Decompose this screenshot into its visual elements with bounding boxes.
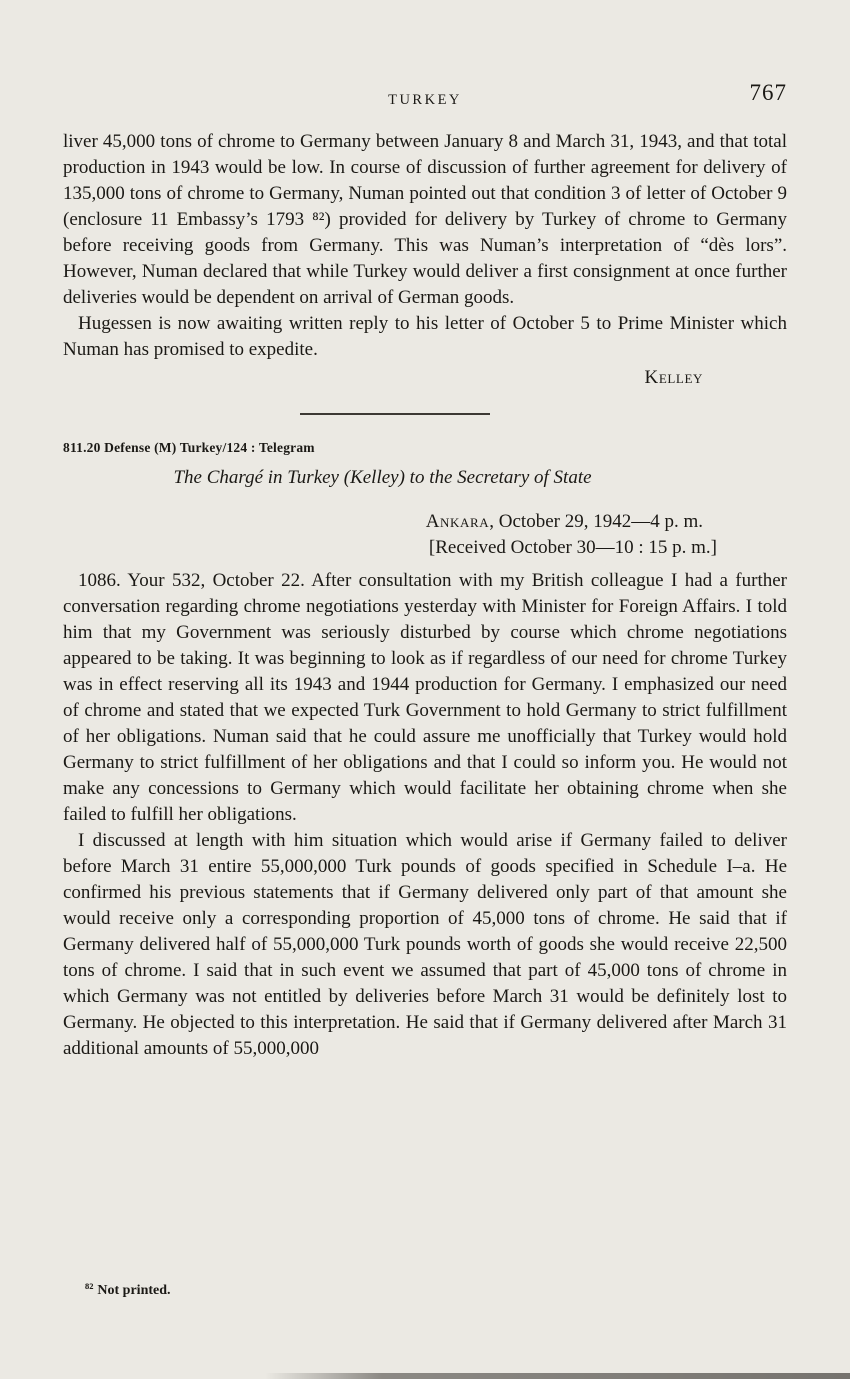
telegram-body <box>63 568 787 1062</box>
previous-telegram-body <box>63 129 787 363</box>
running-head-title: TURKEY <box>388 92 462 108</box>
paragraph: Hugessen is now awaiting written reply to his letter of October 5 to Prime Minister which Numan has promised to expedite. <box>63 313 787 360</box>
paragraph-continued: liver 45,000 tons of chrome to Germany between January 8 and March 31, 1943, and that total production in 1943 would be low. In course of discussion of further agreement for delivery of 135,000 tons of chrome to Germany, Numan pointed out that condition 3 of letter of October 9 (enclosure 11 Embassy’s 1793 ⁸²) provided for delivery by Turkey of chrome to Germany before receiving goods from Germany. This was Numan’s interpretation of “dès lors”. However, Numan declared that while Turkey would deliver a first consignment at once further deliveries would be dependent on arrival of German goods. <box>63 131 787 308</box>
paragraph: I discussed at length with him situation which would arise if Germany failed to deliver before March 31 entire 55,000,000 Turk pounds of goods specified in Schedule I–a. He confirmed his previous statements that if Germany delivered only part of that amount she would receive only a corresponding proportion of 45,000 tons of chrome. He said that if Germany delivered half of 55,000,000 Turk pounds worth of goods she would receive 22,500 tons of chrome. I said that in such event we assumed that part of 45,000 tons of chrome in which Germany was not entitled by deliveries before March 31 would be definitely lost to Germany. He objected to this interpretation. He said that if Germany delivered after March 31 additional amounts of 55,000,000 <box>63 830 787 1059</box>
telegram-heading: The Chargé in Turkey (Kelley) to the Secretary of State <box>173 467 592 488</box>
footnote-marker: ⁸² <box>85 1282 94 1297</box>
text-column <box>63 0 787 1062</box>
archival-reference: 811.20 Defense (M) Turkey/124 : Telegram <box>63 440 315 455</box>
running-head <box>63 80 787 112</box>
received-line: [Received October 30—10 : 15 p. m.] <box>428 537 717 558</box>
scan-artifact-bottom-edge <box>265 1373 850 1379</box>
telegram-divider-rule <box>300 413 490 415</box>
dateline-place: Ankara <box>425 511 490 532</box>
paragraph: 1086. Your 532, October 22. After consultation with my British colleague I had a further conversation regarding chrome negotiations yesterday with Minister for Foreign Affairs. I told him that my Government was seriously disturbed by course which chrome negotiations appeared to be taking. It was beginning to look as if regardless of our need for chrome Turkey was in effect reserving all its 1943 and 1944 production for Germany. I emphasized our need of chrome and stated that we expected Turk Government to hold Germany to strict fulfillment of her obligations. Numan said that he could assure me unofficially that Turkey would hold Germany to strict fulfillment of her obligations and that I could so inform you. He would not make any concessions to Germany which would facilitate her obtaining chrome when she failed to fulfill her obligations. <box>63 570 787 825</box>
dateline <box>63 509 787 535</box>
footnote-text: Not printed. <box>97 1283 171 1298</box>
signature-line <box>63 365 787 391</box>
footnote <box>85 1283 171 1299</box>
page-number: 767 <box>749 80 787 105</box>
dateline-datetime: , October 29, 1942—4 p. m. <box>489 511 703 532</box>
signature-name: Kelley <box>644 367 703 388</box>
